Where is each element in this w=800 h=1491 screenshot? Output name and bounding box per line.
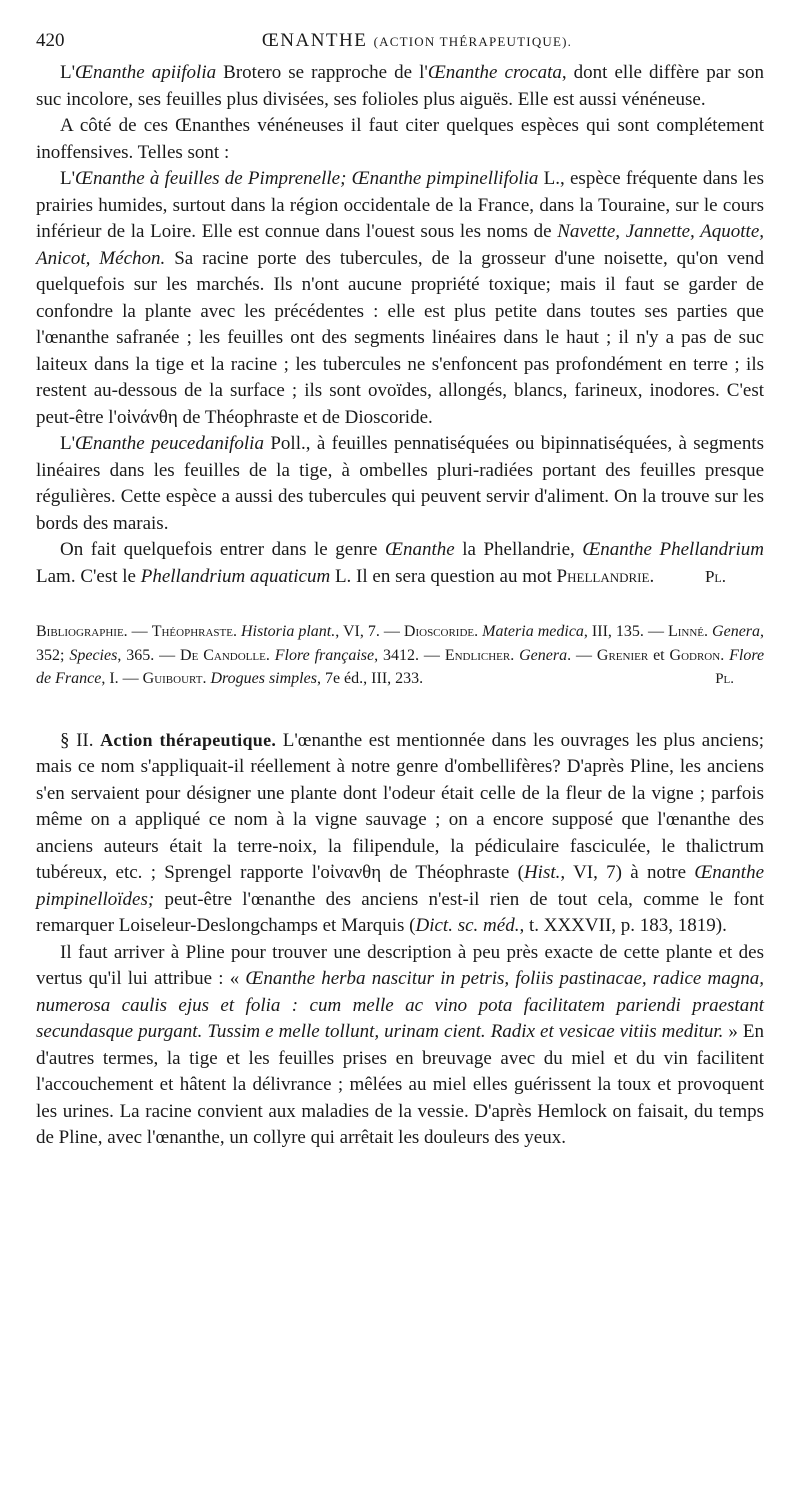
bibliography-signature: Pl.	[715, 670, 734, 687]
running-title-main: ŒNANTHE	[261, 30, 368, 51]
paragraph-pimpinellifolia: L'Œnanthe à feuilles de Pimprenelle; Œnanthe pimpinellifolia L., espèce fréquente dans les prairies humides, surtout dans la région occidentale de la France, dans la Touraine, sur le cours inférieur de la Loire. Elle est connue dans l'ouest sous les noms de Navette, Jannette, Aquotte, Anicot, Méchon. Sa racine porte des tubercules, de la grosseur d'une noisette, qu'on vend quelquefois sur les marchés. Ils n'ont aucune propriété toxique; mais il faut se garder de confondre la plante avec les précédentes : elle est plus petite dans toutes ses parties que l'œnanthe safranée ; les feuilles ont des segments linéaires dans le haut ; il n'y a pas de suc laiteux dans la tige et la racine ; les tubercules ne s'enfoncent pas profondément en terre ; ils restent au-dessous de la surface ; ils sont ovoïdes, allongés, blancs, farineux, inodores. C'est peut-être l'οἰνάνθη de Théophraste et de Dioscoride.	[36, 168, 765, 428]
paragraph-peucedanifolia: L'Œnanthe peucedanifolia Poll., à feuilles pennatiséquées ou bipinnatiséquées, à segments linéaires dans les feuilles de la tige, à ombelles pluri-radiées portant des feuilles presque régulières. Cette espèce a aussi des tubercules qui peuvent servir d'aliment. On la trouve sur les bords des marais.	[36, 433, 764, 534]
author-signature: Pl.	[704, 567, 726, 586]
running-title-sub: (ACTION THÉRAPEUTIQUE).	[373, 34, 573, 49]
section-title: Action thérapeutique.	[100, 729, 277, 750]
section-number: § II.	[60, 729, 101, 751]
section-paragraph-2: Il faut arriver à Pline pour trouver une description à peu près exacte de cette plante et des vertus qu'il lui attribue : « Œnanthe herba nascitur in petris, foliis pastinacae, radice magna, numerosa caulis ejus et folia : cum melle ac vino pota facilitatem pariendi praestant secundasque purgant. Tussim e melle tollunt, urinam cient. Radix et vesicae vitiis meditur. » En d'autres termes, la tige et les feuilles prises en breuvage avec du miel et du vin facilitent l'accouchement et hâtent la délivrance ; mêlées au miel elles guérissent la toux et provoquent les urines. La racine convient aux maladies de la vessie. D'après Hemlock on faisait, du temps de Pline, avec l'œnanthe, un collyre qui arrêtait les douleurs des yeux.	[36, 941, 765, 1148]
bibliography: Bibliographie. — Théophraste. Historia plant., VI, 7. — Dioscoride. Materia medica, III, 135. — Linné. Genera, 352; Species, 365. — De Candolle. Flore française, 3412. — Endlicher. Genera. — Grenier et Godron. Flore de France, I. — Guibourt. Drogues simples, 7e éd., III, 233.	[36, 623, 765, 687]
page-number: 420	[36, 30, 65, 51]
pliny-quote: Œnanthe herba nascitur in petris, foliis pastinacae, radice magna, numerosa caulis ejus et folia : cum melle ac vino pota facilitatem pariendi praestant secundasque purgant. Tussim e melle tollunt, urinam cient. Radix et vesicae vitiis meditur.	[36, 968, 765, 1042]
paragraph-apiifolia: L'Œnanthe apiifolia Brotero se rapproche de l'Œnanthe crocata, dont elle diffère par son suc incolore, ses feuilles plus divisées, ses folioles plus aiguës. Elle est aussi vénéneuse.	[36, 62, 764, 110]
running-header	[36, 30, 764, 60]
section-paragraph-1: § II. Action thérapeutique. L'œnanthe est mentionnée dans les ouvrages les plus anciens; mais ce nom s'appliquait-il réellement à notre genre d'ombellifères? D'après Pline, les anciens s'en servaient pour désigner une plante dont l'odeur était celle de la fleur de la vigne ; parfois même on a appliqué ce nom à la vigne sauvage ; on a encore supposé que l'œnanthe des anciens auteurs était la terre-noix, la filipendule, la pédiculaire fasciculée, le thalictrum tubéreux, etc. ; Sprengel rapporte l'οἰνανθη de Théophraste (Hist., VI, 7) à notre Œnanthe pimpinelloïdes; peut-être l'œnanthe des anciens n'est-il rien de tout cela, comme le font remarquer Loiseleur-Deslongchamps et Marquis (Dict. sc. méd., t. XXXVII, p. 183, 1819).	[36, 729, 765, 936]
greek-word: οἰνάνθη	[116, 406, 178, 428]
greek-word: οἰνανθη	[320, 862, 382, 883]
paragraph-phellandrium: On fait quelquefois entrer dans le genre Œnanthe la Phellandrie, Œnanthe Phellandrium Lam. C'est le Phellandrium aquaticum L. Il en sera question au mot Phellandrie.	[36, 539, 764, 587]
paragraph-inoffensive: A côté de ces Œnanthes vénéneuses il faut citer quelques espèces qui sont complétement inoffensives. Telles sont :	[36, 115, 764, 163]
page	[36, 30, 764, 1152]
section-action-therapeutique	[36, 727, 764, 1152]
running-title	[100, 30, 764, 52]
